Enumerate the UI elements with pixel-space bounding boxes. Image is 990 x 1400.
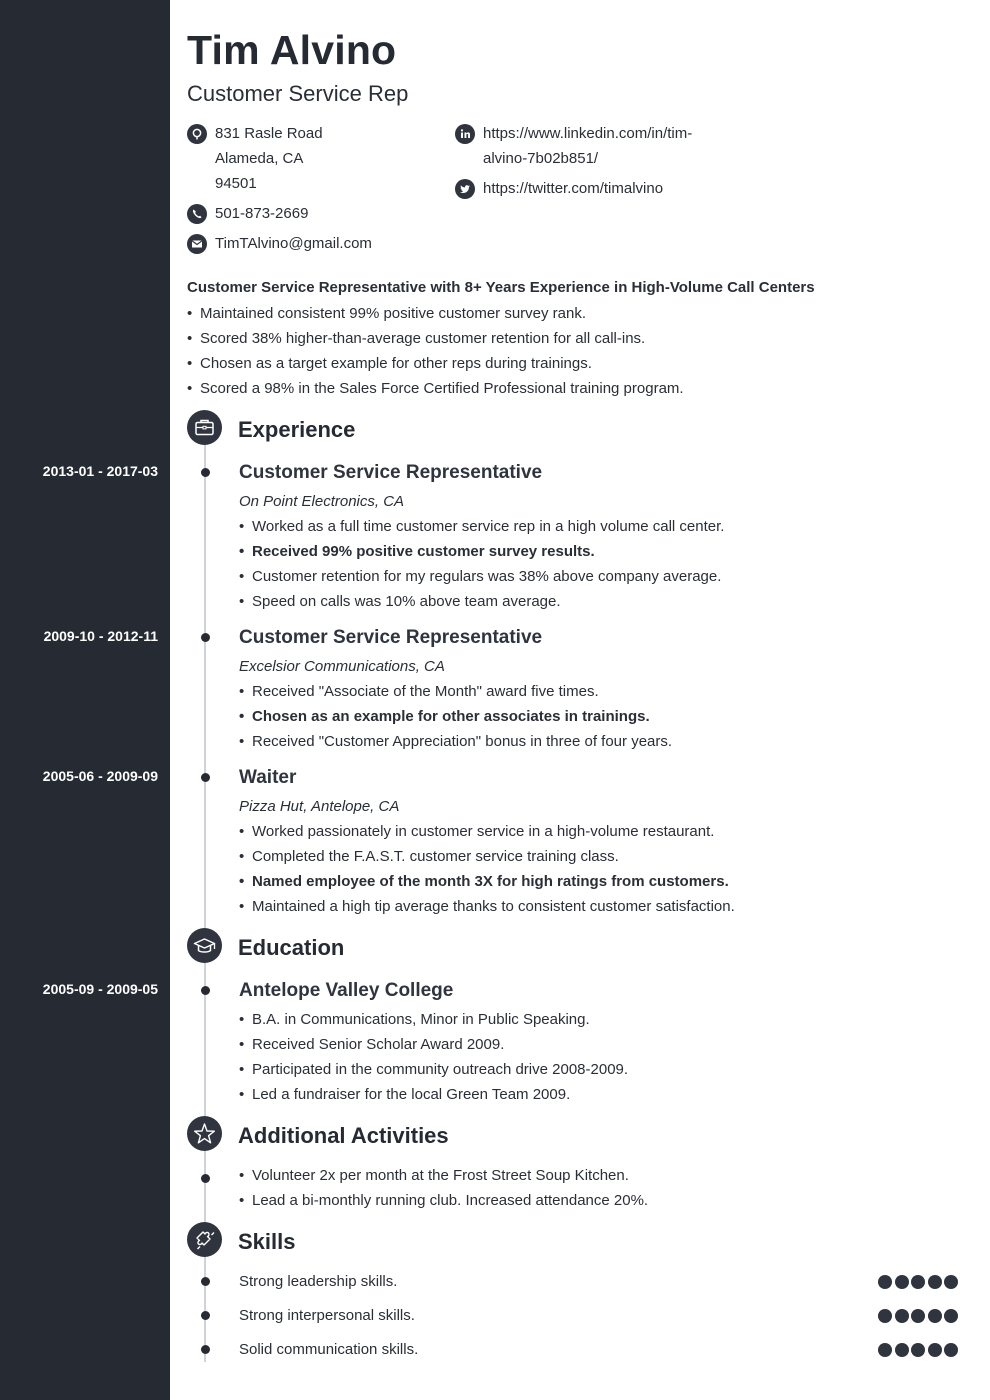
job-title: Waiter [239, 767, 297, 788]
skills-heading: Skills [238, 1229, 296, 1254]
timeline-dot [201, 1277, 210, 1286]
activities-heading: Additional Activities [238, 1123, 449, 1148]
rating-dot [928, 1343, 942, 1357]
job-bullet: • Speed on calls was 10% above team average. [239, 593, 561, 610]
job-bullet: • Maintained a high tip average thanks to consistent customer satisfaction. [239, 898, 735, 915]
envelope-icon [187, 234, 207, 254]
twitter-link[interactable]: https://twitter.com/timalvino [483, 180, 664, 197]
education-bullet: • B.A. in Communications, Minor in Public Speaking. [239, 1011, 590, 1028]
summary-bullet: • Maintained consistent 99% positive customer survey rank. [187, 305, 587, 322]
education-bullet: • Participated in the community outreach drive 2008-2009. [239, 1061, 629, 1078]
twitter-icon [455, 179, 475, 199]
job-bullet: • Chosen as an example for other associates in trainings. [239, 708, 650, 725]
sidebar [0, 0, 170, 1400]
education-bullet: • Led a fundraiser for the local Green Team 2009. [239, 1086, 571, 1103]
job-employer: On Point Electronics, CA [239, 493, 405, 510]
email-text: TimTAlvino@gmail.com [215, 235, 372, 252]
job-bullet: • Received 99% positive customer survey results. [239, 543, 595, 560]
summary-bullet: • Scored 38% higher-than-average customer retention for all call-ins. [187, 330, 646, 347]
job-dates: 2009-10 - 2012-11 [43, 628, 158, 644]
puzzle-icon [187, 1222, 222, 1257]
activity-bullet: • Lead a bi-monthly running club. Increased attendance 20%. [239, 1192, 649, 1209]
job-dates: 2013-01 - 2017-03 [42, 463, 158, 479]
job-bullet: • Completed the F.A.S.T. customer service training class. [239, 848, 619, 865]
job-title: Customer Service Representative [239, 627, 543, 648]
job-employer: Excelsior Communications, CA [239, 658, 445, 675]
linkedin-icon [455, 124, 475, 144]
job-dates: 2005-06 - 2009-09 [42, 768, 158, 784]
rating-dot [944, 1343, 958, 1357]
timeline-dot [201, 1174, 210, 1183]
rating-dot [895, 1275, 909, 1289]
rating-dot [928, 1275, 942, 1289]
graduation-cap-icon [187, 928, 222, 963]
job-bullet: • Named employee of the month 3X for high ratings from customers. [239, 873, 729, 890]
school-name: Antelope Valley College [239, 980, 454, 1001]
rating-dot [878, 1275, 892, 1289]
rating-dot [928, 1309, 942, 1323]
job-title: Customer Service Representative [239, 462, 543, 483]
address-line-1: 831 Rasle Road [215, 125, 323, 142]
timeline-dot [201, 468, 210, 477]
linkedin-link-line-1[interactable]: https://www.linkedin.com/in/tim- [483, 125, 693, 142]
rating-dot [911, 1309, 925, 1323]
rating-dot [878, 1309, 892, 1323]
map-pin-icon [187, 124, 207, 144]
skill-rating [878, 1309, 961, 1323]
rating-dot [878, 1343, 892, 1357]
job-bullet: • Worked passionately in customer service in a high-volume restaurant. [239, 823, 715, 840]
job-employer: Pizza Hut, Antelope, CA [239, 798, 400, 815]
skill-label: Solid communication skills. [239, 1341, 419, 1358]
skill-rating [878, 1275, 961, 1289]
candidate-role: Customer Service Rep [187, 81, 409, 106]
star-icon [187, 1116, 222, 1151]
timeline-dot [201, 1311, 210, 1320]
linkedin-link-line-2[interactable]: alvino-7b02b851/ [483, 150, 599, 167]
education-heading: Education [238, 935, 345, 960]
rating-dot [895, 1309, 909, 1323]
rating-dot [944, 1309, 958, 1323]
rating-dot [895, 1343, 909, 1357]
job-bullet: • Worked as a full time customer service rep in a high volume call center. [239, 518, 725, 535]
activity-bullet: • Volunteer 2x per month at the Frost Street Soup Kitchen. [239, 1167, 629, 1184]
rating-dot [911, 1275, 925, 1289]
timeline-dot [201, 986, 210, 995]
timeline-dot [201, 1345, 210, 1354]
summary-title: Customer Service Representative with 8+ Years Experience in High-Volume Call Centers [187, 279, 815, 296]
address-line-3: 94501 [215, 175, 257, 192]
skill-rating [878, 1343, 961, 1357]
summary-bullet: • Scored a 98% in the Sales Force Certified Professional training program. [187, 380, 684, 397]
job-bullet: • Received "Associate of the Month" award five times. [239, 683, 599, 700]
education-dates: 2005-09 - 2009-05 [42, 981, 158, 997]
job-bullet: • Received "Customer Appreciation" bonus in three of four years. [239, 733, 673, 750]
phone-icon [187, 204, 207, 224]
briefcase-icon [187, 410, 222, 445]
skill-label: Strong interpersonal skills. [239, 1307, 415, 1324]
candidate-name: Tim Alvino [187, 27, 397, 73]
rating-dot [944, 1275, 958, 1289]
phone-text: 501-873-2669 [215, 205, 309, 222]
rating-dot [911, 1343, 925, 1357]
education-bullet: • Received Senior Scholar Award 2009. [239, 1036, 505, 1053]
skill-label: Strong leadership skills. [239, 1273, 398, 1290]
experience-heading: Experience [238, 417, 356, 442]
job-bullet: • Customer retention for my regulars was 38% above company average. [239, 568, 722, 585]
address-line-2: Alameda, CA [215, 150, 304, 167]
timeline-dot [201, 773, 210, 782]
summary-bullet: • Chosen as a target example for other reps during trainings. [187, 355, 592, 372]
timeline-dot [201, 633, 210, 642]
